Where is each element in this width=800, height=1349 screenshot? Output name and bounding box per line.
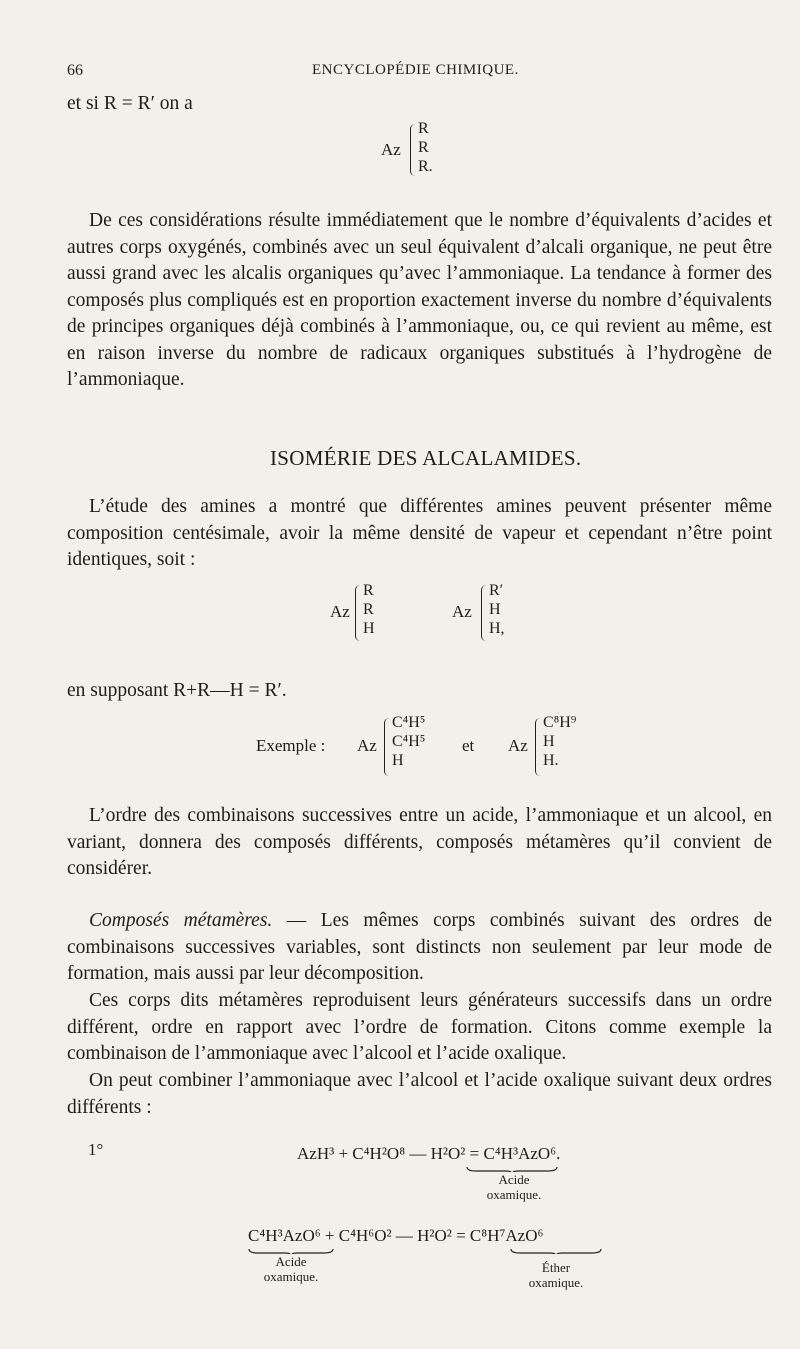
isomer-2-brace — [481, 585, 488, 641]
example-row-1: H — [392, 752, 404, 769]
example-row-2: C⁸H⁹ — [543, 714, 577, 731]
example-row-1: C⁴H⁵ — [392, 733, 426, 750]
isomer-2-az: Az — [452, 602, 472, 621]
intro-formula-row: R — [418, 120, 429, 137]
supposition: en supposant R+R—H = R′. — [67, 680, 287, 701]
paragraph-1: De ces considérations résulte immédiatement que le nombre d’équivalents d’acides et autres corps oxygénés, combinés avec un seul équivalent d’alcali organique, ne peut être aussi grand avec les alcalis organiques qu’avec l’ammoniaque. La tendance à former des composés plus compliqués est en proportion exactement inverse du nombre d’équivalents de principes organiques déjà combinés à l’ammoniaque, ou, ce qui revient au même, est en raison inverse du nombre de radicaux organiques substitués à l’hydrogène de l’ammoniaque. — [67, 210, 772, 390]
intro-text: et si R = R′ on a — [67, 93, 193, 114]
label-line: oxamique. — [486, 1187, 542, 1202]
equation-2: C⁴H³AzO⁶ + C⁴H⁶O² — H²O² = C⁸H⁷AzO⁶ — [248, 1226, 544, 1245]
intro-formula-az: Az — [381, 140, 401, 159]
example-row-2: H. — [543, 752, 559, 769]
paragraph-5: Ces corps dits métamères reproduisent leurs générateurs successifs dans un ordre différent, ordre en rapport avec l’ordre de formation. Citons comme exemple la combinaison de l’ammoniaque avec l’alcool et l’acide oxalique. — [67, 990, 772, 1064]
label-line: Éther — [541, 1260, 571, 1275]
reaction-number: 1° — [88, 1140, 104, 1159]
label-line: oxamique. — [263, 1269, 319, 1284]
intro-formula-row: R. — [418, 158, 433, 175]
section-heading: ISOMÉRIE DES ALCALAMIDES. — [270, 446, 582, 470]
isomer-1-brace — [355, 585, 362, 641]
isomer-2-row: H — [489, 601, 501, 618]
example-row-1: C⁴H⁵ — [392, 714, 426, 731]
equation-1: AzH³ + C⁴H²O⁸ — H²O² = C⁴H³AzO⁶. — [297, 1144, 561, 1163]
label-line: Acide — [275, 1254, 307, 1269]
running-title: ENCYCLOPÉDIE CHIMIQUE. — [312, 62, 519, 78]
intro-formula-brace — [410, 124, 417, 176]
intro-formula-row: R — [418, 139, 429, 156]
paragraph-3: L’ordre des combinaisons successives entre un acide, l’ammoniaque et un alcool, en variant, donnera des composés différents, composés métamères qu’il convient de considérer. — [67, 805, 772, 879]
example-label: Exemple : — [256, 736, 326, 755]
isomer-2-row: H, — [489, 620, 505, 637]
example-stack-2 — [543, 713, 576, 770]
paragraph-4 — [67, 908, 772, 988]
example-az-2: Az — [508, 736, 528, 755]
isomer-2-stack — [489, 581, 505, 638]
isomer-2-row: R′ — [489, 582, 504, 599]
example-az-1: Az — [357, 736, 377, 755]
paragraph-2: L’étude des amines a montré que différentes amines peuvent présenter même composition centésimale, avoir la même densité de vapeur et cependant n’être point identiques, soit : — [67, 496, 772, 570]
isomer-1-row: R — [363, 582, 374, 599]
equation-2-label-b — [517, 1260, 595, 1290]
term-composes-metameres: Composés métamères. — [89, 910, 273, 931]
isomer-1-az: Az — [330, 602, 350, 621]
isomer-1-stack — [363, 581, 375, 638]
isomer-1-row: H — [363, 620, 375, 637]
paragraph-4-text: — Les mêmes corps combinés suivant des ordres de combinaisons successives variables, sont distincts non seulement par leur mode de formation, mais aussi par leur décomposition. — [67, 910, 773, 984]
label-line: oxamique. — [528, 1275, 584, 1290]
label-line: Acide — [498, 1172, 530, 1187]
page-number: 66 — [67, 62, 83, 79]
example-brace-2 — [535, 718, 542, 776]
intro-formula-stack — [418, 119, 433, 176]
example-brace-1 — [384, 718, 391, 776]
isomer-1-row: R — [363, 601, 374, 618]
equation-1-label — [478, 1172, 550, 1202]
equation-2-label-a — [250, 1254, 332, 1284]
equation-2-underbrace-b — [510, 1248, 602, 1254]
example-stack-1 — [392, 713, 425, 770]
example-conjunction: et — [462, 736, 475, 755]
paragraph-6: On peut combiner l’ammoniaque avec l’alcool et l’acide oxalique suivant deux ordres différents : — [67, 1070, 772, 1118]
example-row-2: H — [543, 733, 555, 750]
